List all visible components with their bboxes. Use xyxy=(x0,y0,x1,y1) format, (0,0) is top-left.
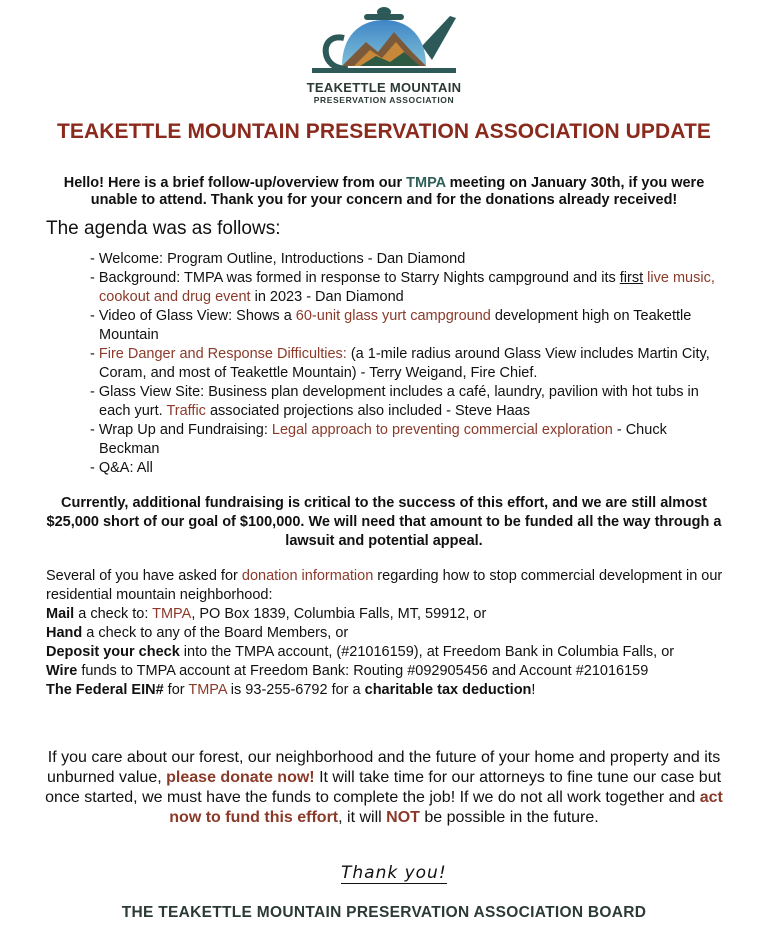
tmpa-label: TMPA xyxy=(406,175,446,191)
donation-wire: Wire funds to TMPA account at Freedom Bank: Routing #092905456 and Account #21016159 xyxy=(46,663,649,679)
closing-paragraph: If you care about our forest, our neighborhood and the future of your home and property and its unburned value, please donate now! It will take time for our attorneys to fine tune our case but once started, we must have the funds to complete the job! If we do not all work together and act now to fund this effort, it will NOT be possible in the future. xyxy=(45,749,723,826)
donation-intro: Several of you have asked for donation information regarding how to stop commercial development in our residential mountain neighborhood: xyxy=(46,568,723,603)
agenda-item: - Glass View Site: Business plan development includes a café, laundry, pavilion with hot tubs in each yurt. Traffic associated projections also included - Steve Haas xyxy=(90,384,699,419)
agenda-item: - Wrap Up and Fundraising: Legal approach to preventing commercial exploration - Chuck Beckman xyxy=(90,422,667,457)
association-logo xyxy=(300,2,468,110)
agenda-item: - Background: TMPA was formed in response to Starry Nights campground and its first live music, cookout and drug event in 2023 - Dan Diamond xyxy=(90,270,715,305)
agenda-item: - Fire Danger and Response Difficulties: (a 1-mile radius around Glass View includes Martin City, Coram, and most of Teakettle Mountain) - Terry Weigand, Fire Chief. xyxy=(90,346,710,381)
agenda-heading: The agenda was as follows: xyxy=(46,218,281,239)
fundraising-callout: Currently, additional fundraising is critical to the success of this effort, and we are still almost $25,000 short of our goal of $100,000. We will need that amount to be funded all the way through a lawsuit and potential appeal. xyxy=(46,495,722,549)
donation-ein: The Federal EIN# for TMPA is 93-255-6792 for a charitable tax deduction! xyxy=(46,682,536,698)
agenda-list xyxy=(90,250,730,478)
agenda-item: - Q&A: All xyxy=(90,460,153,476)
donation-deposit: Deposit your check into the TMPA account, (#21016159), at Freedom Bank in Columbia Falls, or xyxy=(46,644,675,660)
agenda-item: - Video of Glass View: Shows a 60-unit glass yurt campground development high on Teakettle Mountain xyxy=(90,308,692,343)
teakettle-mountain-logo-icon xyxy=(304,2,464,82)
donation-mail: Mail a check to: TMPA, PO Box 1839, Columbia Falls, MT, 59912, or xyxy=(46,606,487,622)
logo-title: TEAKETTLE MOUNTAIN xyxy=(306,80,462,95)
donation-info xyxy=(46,567,736,700)
board-signature: THE TEAKETTLE MOUNTAIN PRESERVATION ASSOCIATION BOARD xyxy=(121,904,647,921)
thank-you-signature: Thank you! xyxy=(341,863,447,883)
logo-subtitle: PRESERVATION ASSOCIATION xyxy=(313,95,455,105)
agenda-item: - Welcome: Program Outline, Introductions - Dan Diamond xyxy=(90,251,466,267)
intro-paragraph: Hello! Here is a brief follow-up/overview from our TMPA meeting on January 30th, if you were unable to attend. Thank you for your concern and for the donations already received! xyxy=(63,175,705,208)
donation-hand: Hand a check to any of the Board Members, or xyxy=(46,625,349,641)
page-title: TEAKETTLE MOUNTAIN PRESERVATION ASSOCIATION UPDATE xyxy=(56,120,712,143)
